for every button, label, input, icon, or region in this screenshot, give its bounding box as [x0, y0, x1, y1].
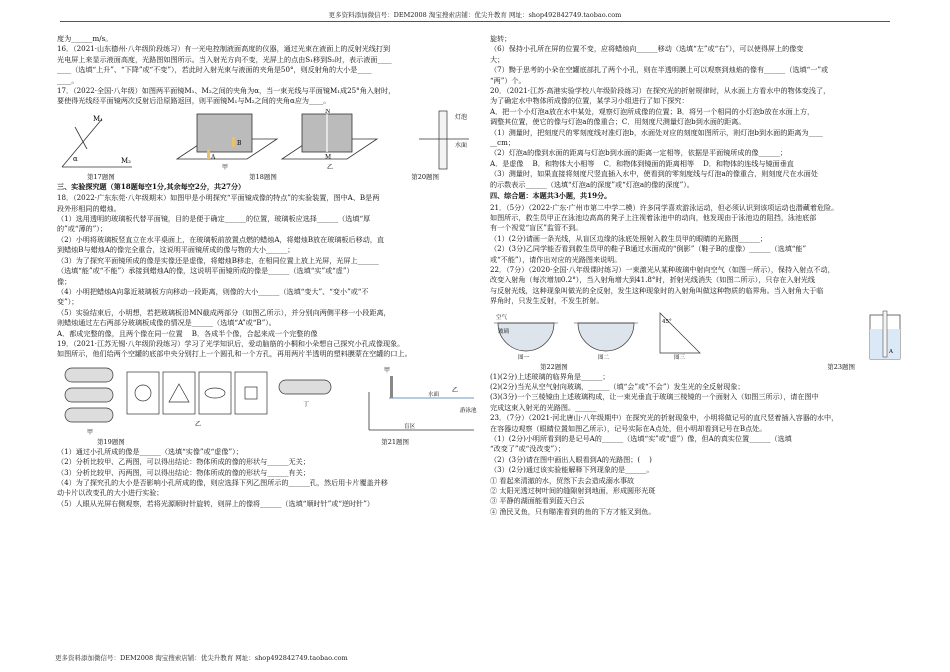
caption-20: 第20题图 [411, 172, 439, 181]
text-line: （4）为了探究孔的大小是否影响小孔所成的像，则应选择下列乙图所示的______孔，然后用卡片覆盖并移 [57, 477, 388, 487]
fig3-label: 图三 [674, 354, 686, 361]
text-line: （2）(3分)请在图中画出人眼看到A的光路图；( ) [490, 454, 652, 464]
caption-17: 第17题图 [87, 172, 115, 181]
text-line: （7）黝于思考的小朵在空罐底部扎了两个小孔，则在半透明膜上可以观察到烛焰的像有______（选填“一”或 [490, 65, 829, 75]
right-text-c [490, 372, 915, 518]
header-text: 更多资料添加微信号：DEM2008 淘宝搜索店铺：优尖升教育 网址：shop492842749.taobao.com [328, 11, 622, 19]
text-line: （1）(2分)请画一条光线，从盲区边缘的泳底处照射入救生员甲的眼睛的光路图______； [490, 233, 768, 243]
m2-label: M₂ [121, 156, 131, 165]
text-line: 为了确定水中物体所成像的位置，某学习小组进行了如下探究： [490, 96, 689, 106]
text-line: “改变了”或“没改变”）； [490, 444, 565, 454]
text-line: 改变入射角（每次增加0.2°），当入射角增大到41.8°时，折射光线消失（如图二所示），只存在入射光线 [490, 275, 816, 285]
alpha-label: α [73, 154, 78, 163]
water-label: 水面 [455, 141, 468, 149]
incident-ray [75, 127, 87, 149]
text-line: “两”）个。 [490, 75, 526, 85]
text-line: 段外形相同的蜡烛。 [57, 203, 121, 213]
text-line: （1）通过小孔所成的像是______（选填“实像”或“虚像”）； [57, 446, 243, 456]
yi-label: 乙 [195, 420, 202, 428]
caption-18: 第18题图 [249, 172, 277, 181]
figure-18 [167, 109, 382, 171]
text-line: ④ 渔民叉鱼，只有瞄准看到的鱼的下方才能叉到鱼。 [490, 506, 656, 516]
text-line: 如图所示，救生员甲正在泳池边高高的凳子上注视着泳池中的动向，他发现由于泳池边的阻挡，泳池底部 [490, 212, 817, 222]
can-jia [65, 368, 113, 382]
b-label: B [236, 139, 241, 147]
section-4-heading: 四、综合题：本题共3小题，共19分。 [490, 191, 612, 201]
caption-19: 第19题图 [97, 437, 125, 446]
page-header [0, 10, 950, 19]
figure-captions-row [57, 173, 479, 181]
air-label: 空气 [496, 314, 508, 321]
jia-label: 甲 [221, 163, 228, 171]
text-line: 或“不能”），请作出对应的光路图来说明。 [490, 254, 622, 264]
text-line: 17．（2022·全国·八年级）如图两平面镜M₁、M₂之间的夹角为α，当一束光线与平面镜M₁成25°角入射时， [57, 86, 396, 96]
text-line: （5）实验结束后，小明想，若把玻璃板沿MN截成两部分（如图乙所示），并分别向两侧平移一小段距离， [57, 307, 391, 317]
text-line: 22．（7分）（2020·全国·八年级课时练习）一束激光从某种玻璃中射向空气（如图一所示），保持入射点不动， [490, 264, 835, 274]
a-label: A [210, 153, 215, 161]
left-top-text [57, 34, 479, 107]
text-line: （1）测量时，把刻度尺的零刻度线对准灯泡b，水面处对应的刻度如图所示，则灯泡b到水面的距离为____ [490, 127, 823, 137]
text-line: （4）小明把蜡烛A向靠近玻璃板方向移动一段距离，则像的大小______（选填“变大”、“变小”或“不 [57, 286, 369, 296]
text-line: （3）测量时，如果直接将刻度尺竖直插入水中，使看到的零刻度线与灯泡a的像重合，则刻度尺在水面处 [490, 169, 818, 179]
text-line: 21．（5分）（2022·广东·广州市第二中学二模）许多同学喜欢游泳运动，但必须认识到该项运动也潜藏着危险。 [490, 202, 839, 212]
text-line: ____（选填“上升”、“下降”或“不变”），若此时入射光束与液面的夹角是50°，则反射角的大小是____ [57, 65, 372, 75]
left-column [57, 34, 479, 509]
pinhole-figure [57, 362, 357, 436]
text-line: A．都成完整的像，且两个像在同一位置 B．各成半个像，合起来成一个完整的像 [57, 328, 318, 338]
fig1-label: 图一 [518, 354, 530, 361]
lifeguard-chair [390, 376, 393, 398]
glass-label: 玻璃 [498, 328, 510, 335]
text-line: 20．（2021·江苏·高港实验学校八年级阶段练习）在探究光的折射规律时，从水面上方看水中的物体变浅了， [490, 86, 831, 96]
figure-row-22-23 [490, 309, 915, 361]
text-line: 界角时，只发生反射，不发生折射。 [490, 296, 604, 306]
text-line: A．把一个小灯泡a放在水中某处，观察灯泡所成像的位置；B．将另一个相同的小灯泡b放在水面上方， [490, 106, 815, 116]
figure-row-17-18-20 [57, 109, 479, 171]
m1-label: M₁ [93, 114, 103, 123]
right-text-a [490, 34, 915, 190]
text-line: ③ 平静的湖面能看到蓝天白云 [490, 496, 585, 506]
text-line: （2）分析比较甲、乙两图，可以得出结论：物体所成的像的形状与______无关； [57, 457, 310, 467]
text-line: （3）分析比较甲、丙两图，可以得出结论：物体所成的像的形状与______有关； [57, 467, 310, 477]
text-line: (2)(2分)当光从空气射向玻璃，______（填“会”或“不会”）发生光的全反射现象； [490, 381, 745, 391]
candle-a [207, 149, 210, 159]
text-line: 在容器边观察（眼睛位置如图乙所示），记号实际在A点处，但小明却看到记号在B点处。 [490, 423, 767, 433]
text-line: （1）选用透明的玻璃板代替平面镜，目的是便于确定______的位置，玻璃板应选择______（选填“厚 [57, 214, 371, 224]
text-line: ____。 [57, 75, 79, 85]
square-hole [245, 387, 257, 399]
caption-21: 第21题图 [381, 437, 409, 446]
text-line: ① 看起来清澈的水，贸然下去会造成溺水事故 [490, 475, 635, 485]
pool-label: 游泳池 [460, 407, 477, 414]
text-line: 旋转； [490, 34, 512, 43]
figure-20 [409, 109, 479, 171]
text-line: （2）小明将玻璃板竖直立在水平桌面上，在玻璃板前放置点燃的蜡烛A，将蜡烛B放在玻璃板后移动，直 [57, 234, 384, 244]
right-column [490, 34, 915, 517]
ding-label: 丁 [303, 400, 310, 408]
text-line: 19．（2021·江苏无锡·八年级阶段练习）学习了光学知识后，爱动脑筋的小桐和小朵想自己探究小孔成像现象。 [57, 338, 405, 348]
pool-figure [364, 362, 479, 436]
text-line: （2）(3分)乙同学能否看到救生员甲的鞋子B通过水面成的“倒影”（鞋子B的虚像）______（选填“能” [490, 244, 807, 254]
semicircle-glass-1 [498, 323, 554, 351]
a-label: A [889, 348, 893, 355]
text-line: （3）为了探究平面镜所成的像是实像还是虚像，将蜡烛B移走，在相同位置上放上光屏，光屏上______ [57, 255, 379, 265]
jia-label: 甲 [87, 428, 94, 436]
mirror-m1 [62, 119, 102, 167]
water-label: 水面 [428, 391, 440, 398]
m-label: M [324, 153, 331, 161]
caption-22: 第22题图 [540, 362, 568, 371]
section-3-heading: 三、实验探究题（第18题每空1分,其余每空2分，共27分） [57, 181, 246, 191]
text-line: 要使得光线经平面镜两次反射后沿原路返回，则平面镜M₁与M₂之间的夹角α应为____。 [57, 96, 331, 106]
text-line: __cm； [490, 138, 515, 148]
can-yi [65, 388, 113, 402]
circle-hole [135, 385, 151, 401]
text-line: （5）人眼从光屏右侧观察，若将光源顺时针旋转，则屏上的像将______（选填“顺时针”或“逆时针”） [57, 498, 374, 508]
text-line: 与反射光线，这种现象叫做光的全反射，发生这种现象时的入射角叫做这种物质的临界角。当入射角大于临 [490, 285, 824, 295]
can-ding [279, 380, 331, 394]
text-line: 18．（2022·广东东莞·八年级期末）如图甲是小明探究“平面镜成像的特点”的实验装置，图中A、B是两 [57, 193, 380, 203]
plane-mirror-setup [167, 109, 382, 171]
yi-label: 乙 [326, 163, 333, 171]
text-line: 变”）； [57, 297, 79, 307]
text-line: 度为______m/s。 [57, 34, 113, 43]
figure-row-19-21 [57, 362, 479, 436]
mirror-angle-diagram [57, 109, 139, 171]
text-line: 动卡片以改变孔的大小进行实验； [57, 488, 164, 498]
right-text-b [490, 203, 915, 307]
caption-23: 第23题图 [827, 362, 855, 371]
text-line: 16．（2021·山东德州·八年级阶段练习）有一光电控制液面高度的仪器，通过光束在液面上的反射光线打到 [57, 44, 391, 54]
text-line: 像； [57, 276, 72, 286]
figure-captions-row-3 [490, 363, 915, 371]
text-line: （6）保持小孔所在屏的位置不变，应将蜡烛向______移动（选填“左”或“右”），可以使得屏上的像变 [490, 44, 804, 54]
text-line: A．是虚像 B．和物体大小相等 C．和物体到镜面的距离相等 D．和物体的连线与镜面垂直 [490, 158, 794, 168]
lamp-label: 灯泡 [455, 113, 468, 121]
can-bing [65, 408, 113, 422]
text-line: 大； [490, 54, 505, 64]
eye-hole [205, 388, 225, 398]
text-line: (3)(3分)一个三棱镜由上述玻璃构成，让一束光垂直于玻璃三棱镜的一个面射入（如图三所示），请在图中 [490, 392, 819, 402]
semicircle-glass-2 [578, 323, 634, 351]
figure-17 [57, 109, 139, 171]
jia-label: 甲 [384, 366, 391, 374]
text-line: ② 太阳光透过树叶间的缝隙射到地面，形成圆形光斑 [490, 486, 656, 496]
text-line: 光电屏上来显示液面高度，光路图如图所示。当入射光方向不变，光屏上的点由S₁移到S₂时，表示液面____ [57, 54, 392, 64]
page-footer: 更多资料添加微信号：DEM2008 淘宝搜索店铺：优尖升教育 网址：shop492842749.taobao.com [55, 654, 348, 662]
ruler [439, 111, 447, 169]
ruler-diagram [409, 109, 479, 171]
candle-b [232, 137, 235, 147]
left-bottom-text [57, 447, 479, 509]
text-line: （选填“能”或“不能”）承接到蜡烛A的像，这说明平面镜所成的像是______（选填“实”或“虚”） [57, 266, 354, 276]
text-line: 完成这束入射光的光路图。______ [490, 402, 597, 412]
total-reflection-figure [490, 309, 740, 361]
text-line: （2）灯泡a的像到水面的距离与灯泡b到水面的距离一定相等，依据是平面镜所成的像______； [490, 148, 788, 158]
ruler [883, 311, 887, 357]
fig2-label: 图二 [598, 354, 610, 361]
text-line: (1)(2分)上述玻璃的临界角是______； [490, 371, 610, 381]
left-mid-text [57, 193, 479, 360]
header-rule [60, 21, 890, 22]
glass-plate-jia [197, 114, 252, 152]
yi-label: 乙 [452, 386, 459, 394]
text-line: 23．（7分）（2021·河北唐山·八年级期中）在探究光的折射现象中，小明将做记号的直尺竖着插入容器的水中， [490, 413, 839, 423]
n-label: N [324, 108, 330, 115]
text-line: 如图所示，他们给两个空罐的底部中央分别打上一个圆孔和一个方孔，再用两片半透明的塑料膜蒙在空罐的口上。 [57, 349, 412, 359]
text-line: 到蜡烛B与蜡烛A的像完全重合，这说明平面镜所成的像与物的大小______； [57, 245, 295, 255]
text-line: （3）(2分)通过该实验能解释下列现象的是______。 [490, 465, 654, 475]
text-line: 的示数表示______（选填“灯泡a的深度”或“灯泡a的像的深度”）。 [490, 179, 694, 189]
text-line: （1）(2分)小明所看到的是记号A的______（选填“实”或“虚”）像，但A的真实位置______（选填 [490, 434, 792, 443]
blind-zone-label: 盲区 [404, 423, 416, 430]
text-line: 有一个视觉“盲区”监管不到。 [490, 223, 583, 233]
text-line: 调整其位置，使它的像与灯泡a的像重合；C．用刻度尺测量灯泡b到水面的距离。 [490, 117, 746, 127]
deg-label: 45° [662, 318, 672, 325]
text-line: 的”或“薄的”）； [57, 224, 107, 234]
ruler-in-water-figure [855, 309, 915, 361]
text-line: 则蜡烛通过左右两部分玻璃板成像的情况是______（选填“A”或“B”）。 [57, 318, 276, 328]
figure-captions-row-2 [57, 438, 479, 446]
